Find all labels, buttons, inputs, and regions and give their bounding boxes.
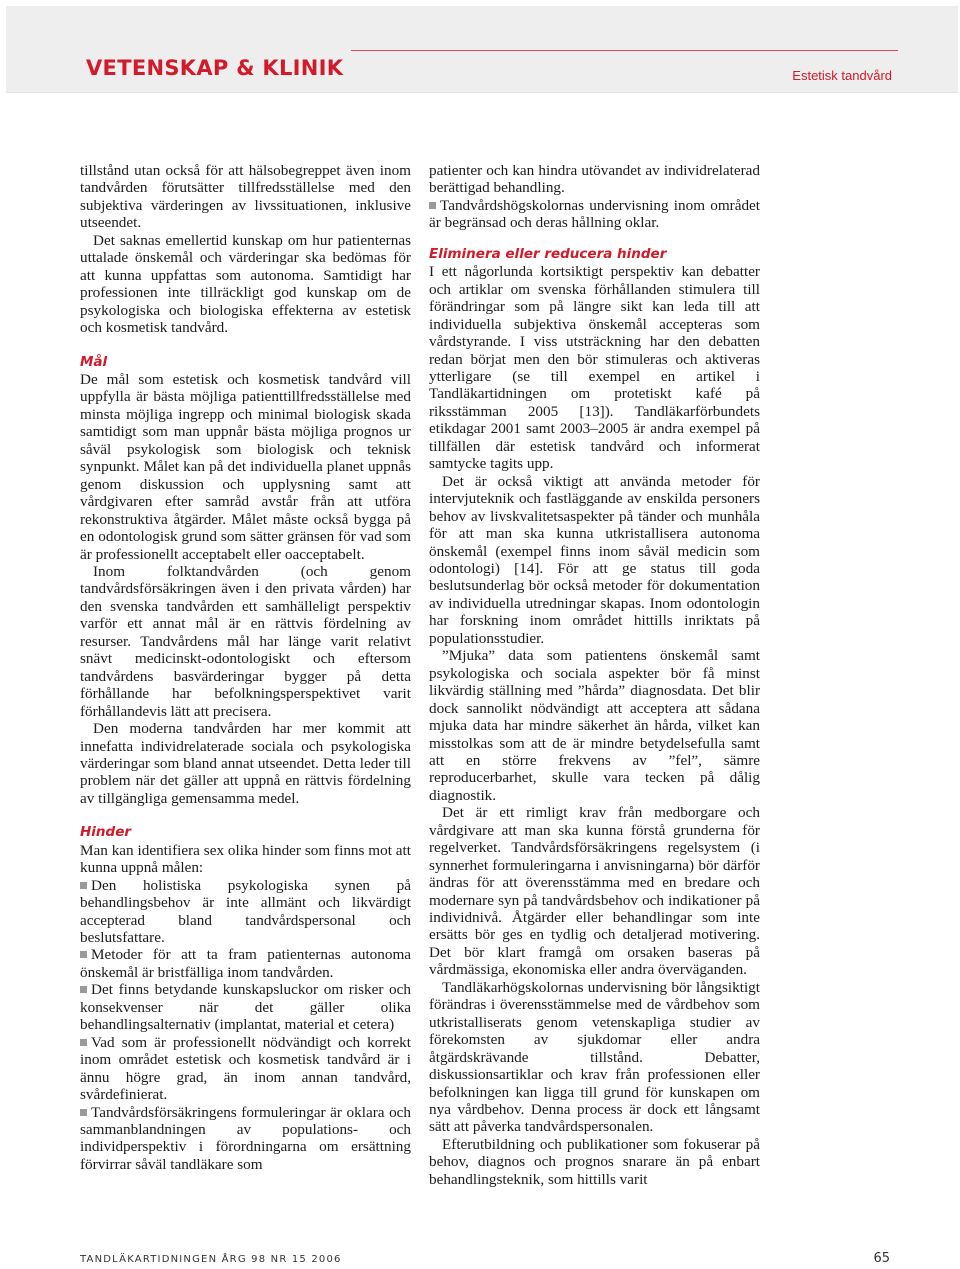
paragraph: Det saknas emellertid kunskap om hur patienternas uttalade önskemål och värderingar ska bedömas för att kunna uppfattas som autonoma. Samtidigt har professionen inte tillräckligt god kunskap om de psykologiska och biologiska effekterna av estetisk och kosmetisk tandvård.	[80, 231, 411, 337]
subheading-eliminera: Eliminera eller reducera hinder	[429, 245, 667, 262]
subheading-mal: Mål	[80, 353, 108, 370]
paragraph: I ett någorlunda kortsiktigt perspektiv kan debatter och artiklar om svenska förhållanden stimulera till förändringar som på längre sikt kan leda till att individuella subjektiva önskemål accepteras som vårdstyrande. I viss utsträckning har den debatten redan börjat men den bör stimuleras och aktiveras ytterligare (se till exempel en artikel i Tandläkartidningen om protetiskt kafé på riksstämman 2005 [13]). Tandläkarförbundets etikdagar 2001 samt 2003–2005 är andra exempel på tillfällen där estetisk tandvård och informerat samtycke tagits upp.	[429, 263, 760, 473]
paragraph: ”Mjuka” data som patientens önskemål samt psykologiska och sociala aspekter bör få minst likvärdig ställning med ”hårda” diagnosdata. Det blir dock sannolikt nödvändigt att acceptera att sådana mjuka data har mindre säkerhet än hårda, vilket kan misstolkas som att de är mindre betydelsefulla samt att en större frekvens av ”fel”, sämre reproducerbarhet, skulle vara tecken på dålig diagnostik.	[429, 647, 760, 804]
bullet-item	[429, 197, 760, 232]
left-column	[80, 162, 411, 1173]
page-header	[6, 6, 958, 93]
bullet-item	[80, 981, 411, 1033]
section-topic: Estetisk tandvård	[792, 68, 892, 83]
paragraph: Det är ett rimligt krav från medborgare och vårdgivare att man ska kunna förstå grunderna för regelverket. Tandvårdsförsäkringens regelsystem (i synnerhet formuleringarna i anvisningarna) bör därför ändras för att överensstämma med en bredare och modernare syn på tandvårdsbehov och indikationer på individnivå. Åtgärder eller behandlingar som inte ersätts bör ges en tydlig och detaljerad motivering. Det bör klart framgå om orsaken baseras på vårdmässiga, ekonomiska eller andra överväganden.	[429, 804, 760, 979]
bullet-item	[80, 946, 411, 981]
bullet-square-icon	[80, 1109, 87, 1116]
paragraph: Efterutbildning och publikationer som fokuserar på behov, diagnos och prognos snarare än på enbart behandlingsteknik, som hittills varit	[429, 1135, 760, 1188]
bullet-item	[80, 1104, 411, 1174]
bullet-square-icon	[80, 1039, 87, 1046]
section-title: VETENSKAP & KLINIK	[86, 56, 344, 80]
subheading-hinder: Hinder	[80, 824, 132, 841]
bullet-square-icon	[80, 951, 87, 958]
bullet-item	[80, 1034, 411, 1104]
bullet-text: Tandvårdshögskolornas undervisning inom området är begränsad och deras hållning oklar.	[429, 196, 760, 232]
bullet-item	[80, 877, 411, 947]
paragraph: Den moderna tandvården har mer kommit att innefatta individrelaterade sociala och psykologiska värderingar som bland annat utseendet. Detta leder till problem när det gäller att uppnå en rättvis fördelning av tillgängliga gemensamma medel.	[80, 720, 411, 807]
header-rule	[351, 50, 898, 51]
bullet-square-icon	[80, 986, 87, 993]
paragraph: Inom folktandvården (och genom tandvårdsförsäkringen även i den privata vården) har den svenska tandvården ett samhälleligt perspektiv varför ett annat mål är en rättvis fördelning av resurser. Tandvårdens mål har länge varit relativt snävt medicinskt-odontologiskt och eftersom tandvårdens basvärderingar bygger på detta förhållande har befolkningsperspektivet varit förhållandevis lätt att precisera.	[80, 562, 411, 720]
right-column	[429, 162, 760, 1188]
bullet-square-icon	[80, 882, 87, 889]
journal-footer: TANDLÄKARTIDNINGEN ÅRG 98 NR 15 2006	[80, 1254, 342, 1265]
paragraph: patienter och kan hindra utövandet av individrelaterad berättigad behandling.	[429, 162, 760, 197]
paragraph: Tandläkarhögskolornas undervisning bör långsiktigt förändras i överensstämmelse med de vårdbehov som utkristalliserats genom vetenskapliga studier av förekomsten av sjukdomar eller andra åtgärdskrävande tillstånd. Debatter, diskussionsartiklar och krav från professionen eller befolkningen kan ligga till grund för kunskapen om nya vårdbehov. Denna process är dock ett långsamt sätt att påverka tandvårdspersonalen.	[429, 978, 760, 1136]
bullet-text: Tandvårdsförsäkringens formuleringar är oklara och sammanblandningen av populations- och individperspektiv i förordningarna om ersättning förvirrar såväl tandläkare som	[80, 1103, 411, 1173]
paragraph: Det är också viktigt att använda metoder för intervjuteknik och fastläggande av enskilda personers behov av livskvalitetsaspekter på tänder och munhåla för att man ska kunna utkristallisera autonoma önskemål (exempel finns inom såväl medicin som odontologi) [14]. För att ge status till goda beslutsunderlag bör också metoder för dokumentation av individuella utredningar skapas. Inom odontologin har forskning inom området hittills inriktats på populationsstudier.	[429, 472, 760, 647]
bullet-text: Vad som är professionellt nödvändigt och korrekt inom området estetisk och kosmetisk tandvård är i ännu högre grad, än inom annan tandvård, svårdefinierat.	[80, 1033, 411, 1104]
paragraph: De mål som estetisk och kosmetisk tandvård vill uppfylla är bästa möjliga patienttillfredsställelse med minsta möjliga ingrepp och minimal biologisk skada samtidigt som man uppnår bästa möjliga prognos ur såväl psykologisk som biologisk och teknisk synpunkt. Målet kan på det individuella planet uppnås genom diskussion och upplysning samt att vårdgivaren efter samråd avstår från att utföra rekonstruktiva åtgärder. Målet måste också bygga på en odontologisk grund som sätter gränsen för vad som är professionellt acceptabelt eller oacceptabelt.	[80, 370, 411, 563]
bullet-text: Metoder för att ta fram patienternas autonoma önskemål är bristfälliga inom tandvården.	[80, 946, 411, 981]
bullet-square-icon	[429, 202, 436, 209]
bullet-text: Det finns betydande kunskapsluckor om risker och konsekvenser när det gäller olika behandlingsalternativ (implantat, material et cetera)	[80, 981, 411, 1034]
page-number: 65	[873, 1251, 890, 1266]
bullet-text: Den holistiska psykologiska synen på behandlingsbehov är inte allmänt och likvärdigt accepterad bland tandvårdspersonal och beslutsfattare.	[80, 876, 411, 947]
paragraph: tillstånd utan också för att hälsobegreppet även inom tandvården förutsätter tillfredsställelse med den subjektiva värderingen av livssituationen, inklusive utseendet.	[80, 162, 411, 232]
paragraph: Man kan identifiera sex olika hinder som finns mot att kunna uppnå målen:	[80, 841, 411, 877]
